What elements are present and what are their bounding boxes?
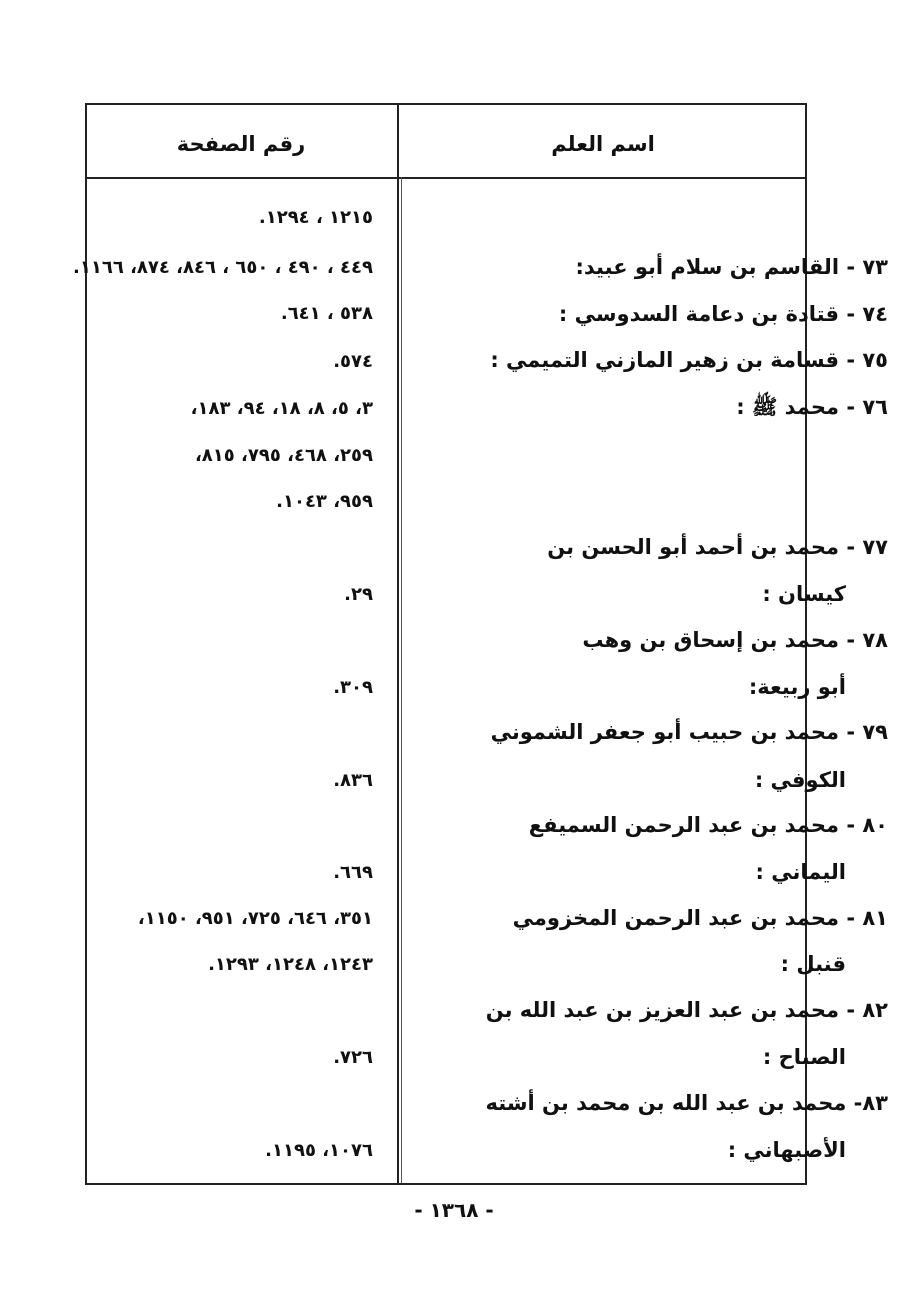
page-refs: ٣٠٩. (333, 677, 373, 698)
header-page-column: رقم الصفحة (176, 132, 306, 156)
entry-name: ٨٠ - محمد بن عبد الرحمن السميفع (528, 813, 888, 837)
footer-page-number: - ١٣٦٨ - (414, 1198, 494, 1222)
entry-name-cont: كيسان : (762, 582, 846, 606)
entry-name-cont: الصباح : (762, 1045, 846, 1069)
page-refs: ١٠٧٦، ١١٩٥. (265, 1140, 373, 1161)
page-refs: ٩٥٩، ١٠٤٣. (276, 491, 373, 512)
page-refs: ٢٩. (344, 584, 373, 605)
header-name-column: اسم العلم (551, 132, 655, 156)
entry-name: ٧٦ - محمد ﷺ : (736, 395, 888, 419)
entry-name: ٧٣ - القاسم بن سلام أبو عبيد: (575, 255, 888, 279)
page-refs: ٢٥٩، ٤٦٨، ٧٩٥، ٨١٥، (194, 445, 373, 466)
page-refs: ٤٤٩ ، ٤٩٠ ، ٦٥٠ ، ٨٤٦، ٨٧٤، ١١٦٦. (73, 257, 373, 278)
entry-name: ٧٤ - قتادة بن دعامة السدوسي : (558, 302, 888, 326)
header-divider (87, 177, 805, 179)
page-refs: ٥٧٤. (333, 351, 373, 372)
entry-name: ٧٧ - محمد بن أحمد أبو الحسن بن (547, 535, 888, 559)
column-divider-inner (401, 177, 402, 1183)
entry-name: ٨٢ - محمد بن عبد العزيز بن عبد الله بن (485, 998, 888, 1022)
page-refs: ٧٢٦. (333, 1047, 373, 1068)
page-refs: ٨٣٦. (333, 770, 373, 791)
entry-name-cont: الكوفي : (754, 768, 846, 792)
column-divider (397, 105, 399, 1183)
page-refs: ١٢١٥ ، ١٢٩٤. (258, 207, 373, 228)
page-refs: ٣، ٥، ٨، ١٨، ٩٤، ١٨٣، (190, 398, 373, 419)
entry-name-cont: الأصبهاني : (727, 1138, 846, 1162)
entry-name-cont: قنبل : (780, 952, 846, 976)
entry-name: ٨٣- محمد بن عبد الله بن محمد بن أشته (485, 1091, 888, 1115)
page-refs: ٣٥١، ٦٤٦، ٧٢٥، ٩٥١، ١١٥٠، (137, 908, 373, 929)
page-refs: ١٢٤٣، ١٢٤٨، ١٢٩٣. (208, 954, 373, 975)
entry-name-cont: أبو ربيعة: (748, 675, 846, 699)
page-refs: ٦٦٩. (333, 862, 373, 883)
entry-name: ٧٨ - محمد بن إسحاق بن وهب (582, 628, 888, 652)
entry-name-cont: اليماني : (755, 860, 846, 884)
entry-name: ٧٩ - محمد بن حبيب أبو جعفر الشموني (490, 720, 888, 744)
entry-name: ٧٥ - قسامة بن زهير المازني التميمي : (490, 348, 888, 372)
page-refs: ٥٣٨ ، ٦٤١. (280, 303, 373, 324)
entry-name: ٨١ - محمد بن عبد الرحمن المخزومي (512, 906, 888, 930)
